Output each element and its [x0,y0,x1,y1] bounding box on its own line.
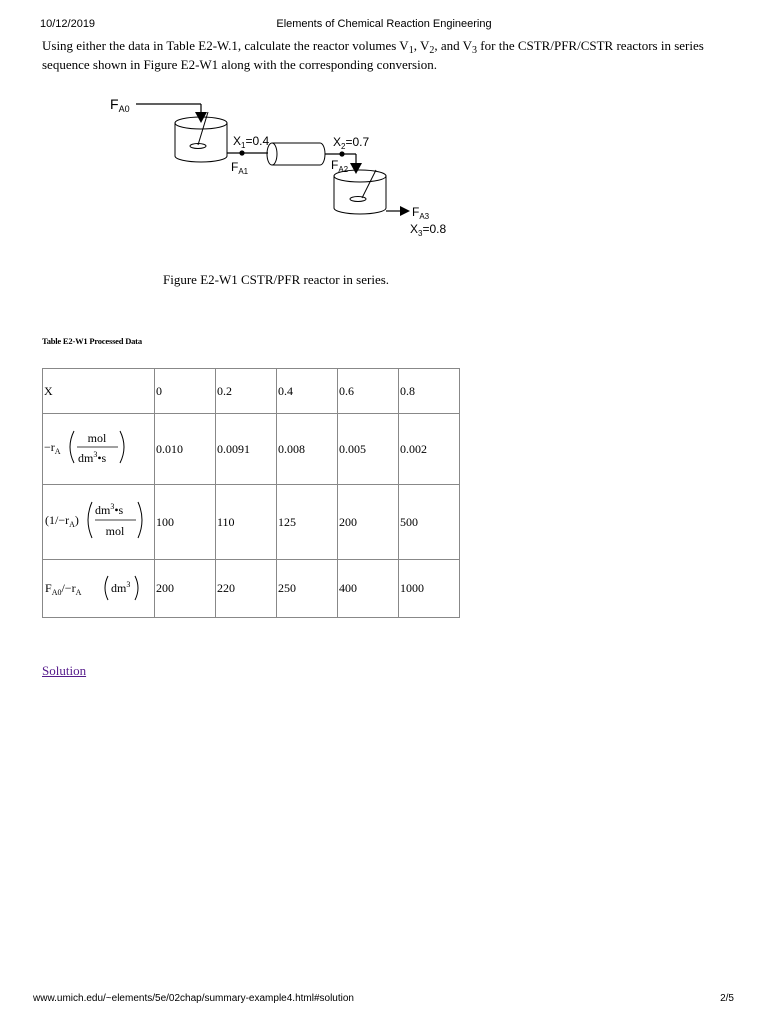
table-cell: 125 [277,485,338,560]
print-page-number: 2/5 [720,993,734,1004]
table-row-inverse-rate [43,485,460,560]
row-header-inverse-rate [43,485,155,560]
svg-text:dm3•s: $dm^3•s$ [95,502,124,517]
reactor-series-diagram [100,90,460,240]
fa1-stream-label: $F_{A1}$ [231,160,249,176]
problem-statement [42,36,732,74]
table-cell: 200 [155,560,216,618]
print-footer-url: www.umich.edu/~elements/5e/02chap/summary-example4.html#solution [33,993,354,1004]
print-page-title: Elements of Chemical Reaction Engineering [276,18,492,30]
svg-text:(1/−rA): $(1/-r_A)$ [45,513,79,529]
table-cell: 0.008 [277,414,338,485]
table-cell: 0.005 [338,414,399,485]
table-cell: 220 [216,560,277,618]
feed-fa0-label: $F_{A0}$ [110,96,130,114]
cstr-2-reactor [334,170,386,214]
table-row-fa0-over-rate [43,560,460,618]
fa2-stream-label: $F_{A2}$ [331,158,349,174]
figure-caption: Figure E2-W1 CSTR/PFR reactor in series. [163,272,390,287]
fa0-over-rate-unit-expression [44,572,150,602]
solution-link[interactable]: Solution [42,663,87,678]
outlet-arrow-icon [400,206,410,216]
svg-text:FA0/−rA: $F_{A0}/-r_A$ [45,580,82,597]
table-cell: 0.8 [399,369,460,414]
stream-1-node [239,150,244,155]
table-cell: 500 [399,485,460,560]
table-row-rate [43,414,460,485]
svg-text:dm3: $dm^3$ [111,579,131,595]
table-cell: 400 [338,560,399,618]
print-date: 10/12/2019 [40,18,96,30]
x2-conversion-label: $X_2=0.7$ [333,135,370,151]
table-cell: 0.4 [277,369,338,414]
table-cell: 0.2 [216,369,277,414]
x3-conversion-label: $X_3=0.8$ [410,222,447,238]
table-cell: 0 [155,369,216,414]
svg-text:−rA: $-r_A$ [44,440,61,456]
pfr-reactor [267,143,325,165]
processed-data-table [42,368,460,618]
table-cell: 0.002 [399,414,460,485]
row-header-rate [43,414,155,485]
table-cell: 110 [216,485,277,560]
inverse-rate-unit-expression [44,496,150,544]
table-cell: 0.0091 [216,414,277,485]
table-title: Table E2-W1 Processed Data [42,336,142,346]
cstr2-inlet-arrow-icon [350,163,362,174]
rate-unit-expression [44,425,150,469]
row-header-fa0-over-rate [43,560,155,618]
svg-text:mol: mol [105,524,125,538]
svg-text:dm3•s: $dm^3•s$ [78,450,107,465]
stream-2-node [339,151,344,156]
table-row-conversion [43,369,460,414]
table-cell: 0.6 [338,369,399,414]
table-cell: 0.010 [155,414,216,485]
table-cell: 100 [155,485,216,560]
problem-statement-line-1: Using either the data in Table E2-W.1, calculate the reactor volumes $V_1$, $V_2$, and $V_3$ for the CSTR/PFR/CSTR reactors in series [42,38,704,56]
row-header-x: X [43,369,155,414]
table-cell: 200 [338,485,399,560]
problem-statement-line-2: sequence shown in Figure E2-W1 along with the corresponding conversion. [42,57,437,72]
table-cell: 250 [277,560,338,618]
table-cell: 1000 [399,560,460,618]
x1-conversion-label: $X_1=0.4$ [233,134,270,150]
fa3-stream-label: $F_{A3}$ [412,205,430,221]
svg-text:mol: mol [87,431,107,445]
